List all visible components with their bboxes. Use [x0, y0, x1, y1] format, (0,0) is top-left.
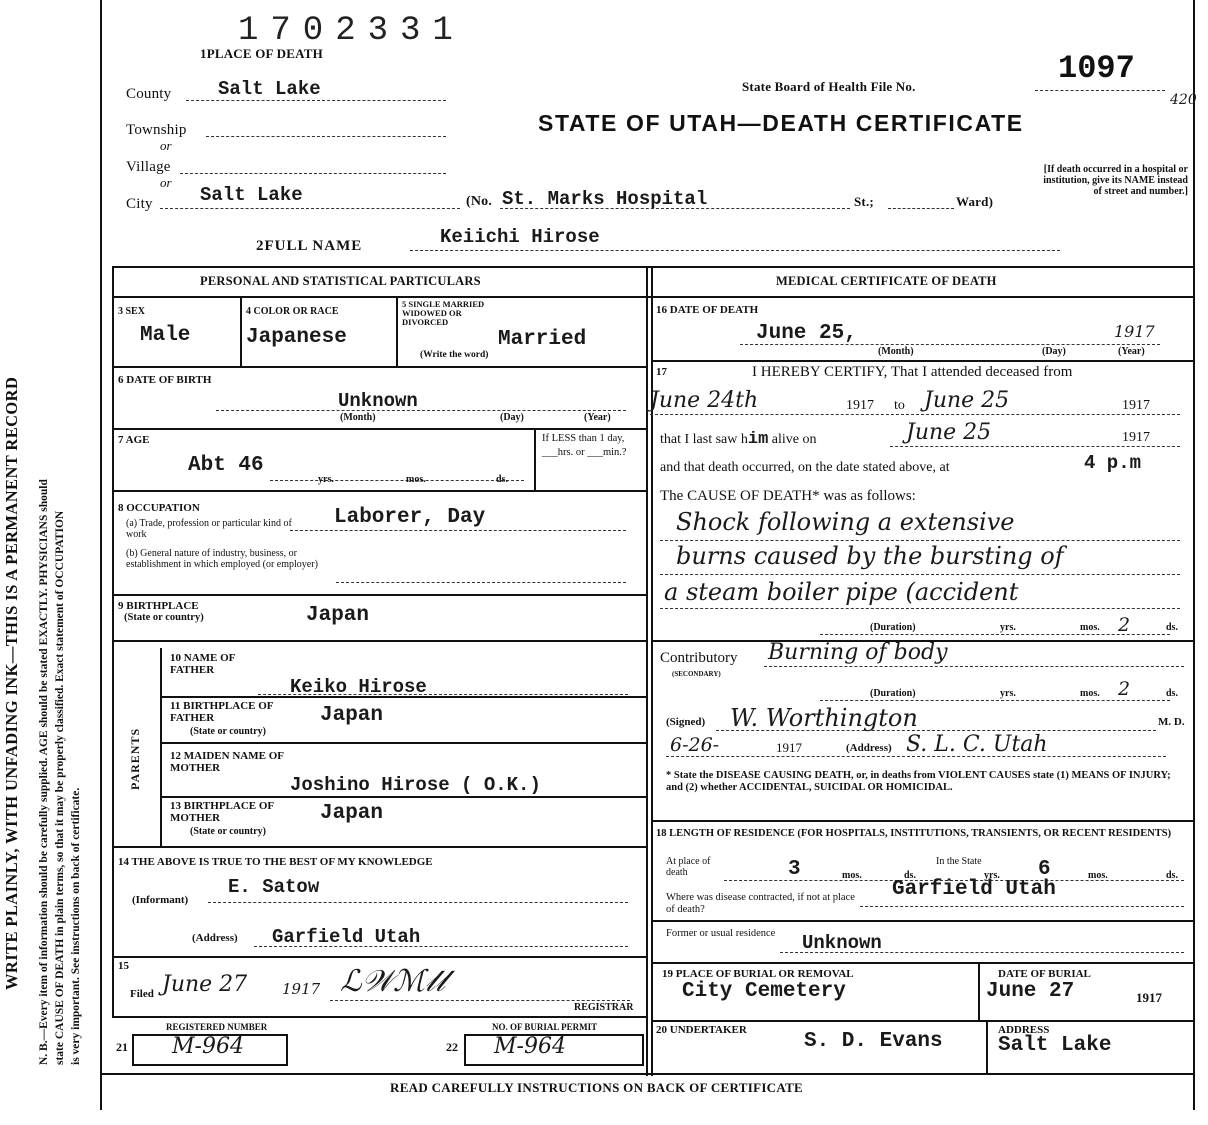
dob-label: 6 DATE OF BIRTH [118, 374, 212, 386]
informant-value: E. Satow [228, 876, 320, 898]
hospital-note: [If death occurred in a hospital or institution, give its NAME instead of street and number.] [1043, 164, 1188, 197]
marital-value: Married [498, 328, 587, 351]
registered-number: M-964 [172, 1034, 244, 1059]
true-label: 14 THE ABOVE IS TRUE TO THE BEST OF MY KNOWLEDGE [118, 856, 433, 868]
sex-value: Male [140, 324, 191, 347]
md-label: M. D. [1158, 716, 1185, 728]
county-label: County [126, 86, 172, 102]
header-row-line [112, 296, 1194, 298]
duration-mos: mos. [1080, 622, 1100, 633]
signed-address: S. L. C. Utah [906, 732, 1048, 757]
burial-permit-label: NO. OF BURIAL PERMIT [492, 1022, 598, 1032]
burial-permit-prefix: 22 [446, 1040, 458, 1054]
signed-label: (Signed) [666, 716, 706, 728]
undertaker-label: 20 UNDERTAKER [656, 1024, 747, 1036]
death-time-label: and that death occurred, on the date stated above, at [660, 460, 950, 475]
contracted-label: Where was disease contracted, if not at place of death? [666, 892, 855, 915]
attended-from: June 24th [650, 388, 759, 413]
contrib-yrs: yrs. [1000, 688, 1016, 699]
former-label: Former or usual residence [666, 928, 776, 939]
mother-bp-note: (State or country) [190, 826, 266, 837]
dob-month: (Month) [340, 412, 376, 423]
age-ds: ds. [496, 474, 508, 485]
death-time: 4 p.m [1084, 452, 1142, 474]
signed-address-label: (Address) [846, 742, 892, 754]
personal-heading: PERSONAL AND STATISTICAL PARTICULARS [200, 274, 481, 288]
signed-value: W. Worthington [730, 704, 918, 732]
mother-bp-label: 13 BIRTHPLACE OF MOTHER [170, 800, 274, 824]
contrib-ds-value: 2 [1118, 678, 1131, 700]
certificate-number: 1702331 [238, 12, 465, 50]
contrib-sub: (SECONDARY) [672, 670, 721, 678]
cause-line-3: a steam boiler pipe (accident [664, 578, 1019, 606]
dod-day: (Day) [1042, 346, 1066, 357]
filed-num: 15 [118, 960, 129, 972]
duration-ds-value: 2 [1118, 614, 1131, 636]
occupation-a: (a) Trade, profession or particular kind of work [126, 518, 292, 540]
burial-value: City Cemetery [682, 980, 846, 1003]
age-yrs: yrs. [318, 474, 334, 485]
race-value: Japanese [246, 326, 347, 349]
in-state-label: In the State [936, 856, 982, 867]
at-place-ds-label: ds. [904, 870, 916, 881]
grid-center [646, 266, 648, 1076]
dod-value: June 25, [756, 322, 857, 345]
sex-label: 3 SEX [118, 306, 145, 317]
contrib-label: Contributory [660, 650, 738, 666]
former-value: Unknown [802, 932, 882, 954]
state-file-margin-note: 420 [1170, 92, 1197, 108]
or-1: or [160, 138, 172, 153]
street-value: St. Marks Hospital [502, 188, 708, 210]
margin-instruction-line2: state CAUSE OF DEATH in plain terms, so that it may be properly classified. Exact statement of OCCUPATION [54, 510, 66, 1065]
father-label: 10 NAME OF FATHER [170, 652, 235, 676]
mother-bp-value: Japan [320, 802, 384, 825]
to-label: to [894, 398, 905, 413]
undertaker-value: S. D. Evans [804, 1030, 943, 1053]
dod-month: (Month) [878, 346, 914, 357]
city-label: City [126, 196, 153, 212]
age-mos: mos. [406, 474, 426, 485]
contracted-value: Garfield Utah [892, 878, 1056, 901]
ward-label: Ward) [956, 194, 994, 209]
at-place-mos-label: mos. [842, 870, 862, 881]
registrar-signature: ℒ𝒲ℳ𝓁𝓁 [340, 964, 446, 999]
state-file-number: 1097 [1058, 50, 1135, 87]
signed-date: 6-26- [670, 734, 720, 756]
street-no-label: (No. [466, 194, 493, 209]
informant-address-label: (Address) [192, 932, 238, 944]
attended-from-year: 1917 [846, 398, 874, 413]
grid-top [112, 266, 1194, 268]
marital-label: 5 SINGLE MARRIED WIDOWED OR DIVORCED [402, 299, 485, 327]
in-state-ds-label: ds. [1166, 870, 1178, 881]
dod-label: 16 DATE OF DEATH [656, 304, 759, 316]
footer-instruction: READ CAREFULLY INSTRUCTIONS ON BACK OF CERTIFICATE [390, 1080, 804, 1095]
burial-permit-number: M-964 [494, 1034, 566, 1059]
occupation-label: 8 OCCUPATION [118, 502, 200, 514]
registered-prefix: 21 [116, 1040, 128, 1054]
dob-value: Unknown [338, 390, 418, 412]
margin-instruction-large: WRITE PLAINLY, WITH UNFADING INK—THIS IS A PERMANENT RECORD [2, 376, 21, 990]
city-value: Salt Lake [200, 184, 303, 206]
st-label: St.; [854, 194, 874, 209]
full-name-label: 2FULL NAME [256, 238, 363, 254]
dod-year: 1917 [1114, 322, 1155, 341]
duration-yrs: yrs. [1000, 622, 1016, 633]
margin-instruction-line3: is very important. See instructions on back of certificate. [70, 787, 82, 1065]
age-label: 7 AGE [118, 434, 150, 446]
attended-to: June 25 [924, 388, 1010, 413]
burial-date: June 27 [986, 980, 1075, 1003]
birthplace-label: 9 BIRTHPLACE [118, 600, 199, 612]
contrib-duration: (Duration) [870, 688, 916, 699]
father-bp-note: (State or country) [190, 726, 266, 737]
filed-year: 1917 [282, 980, 321, 998]
undertaker-address: Salt Lake [998, 1034, 1112, 1057]
duration-ds: ds. [1166, 622, 1178, 633]
father-value: Keiko Hirose [290, 676, 427, 698]
cause-label: The CAUSE OF DEATH* was as follows: [660, 488, 916, 504]
duration-label: (Duration) [870, 622, 916, 633]
birthplace-value: Japan [306, 604, 370, 627]
undertaker-address-label: ADDRESS [998, 1024, 1050, 1036]
at-place-mos: 3 [788, 858, 801, 881]
contrib-mos: mos. [1080, 688, 1100, 699]
less-than-day: If LESS than 1 day, ___hrs. or ___min.? [542, 433, 627, 458]
occupation-value: Laborer, Day [334, 506, 486, 529]
occupation-b: (b) General nature of industry, business, or establishment in which employed (or employer) [126, 548, 318, 570]
burial-year: 1917 [1136, 990, 1162, 1005]
cause-line-1: Shock following a extensive [676, 508, 1015, 536]
filed-label: Filed [130, 988, 154, 1000]
document-title: STATE OF UTAH—DEATH CERTIFICATE [538, 110, 1024, 136]
dod-year-label: (Year) [1118, 346, 1145, 357]
informant-label: (Informant) [132, 894, 189, 906]
registered-number-label: REGISTERED NUMBER [166, 1022, 268, 1032]
signed-year: 1917 [776, 740, 802, 755]
in-state-yrs-label: yrs. [984, 870, 1000, 881]
filed-date: June 27 [162, 972, 248, 997]
burial-label: 19 PLACE OF BURIAL OR REMOVAL [662, 968, 854, 980]
residence-label: 18 LENGTH OF RESIDENCE (FOR HOSPITALS, INSTITUTIONS, TRANSIENTS, OR RECENT RESIDENTS) [656, 828, 1172, 839]
parents-label: PARENTS [128, 727, 142, 790]
dob-year: (Year) [584, 412, 611, 423]
in-state-yrs: 6 [1038, 858, 1051, 881]
last-saw-label: that I last saw him alive on [660, 430, 817, 449]
mother-label: 12 MAIDEN NAME OF MOTHER [170, 750, 284, 774]
registrar-label: REGISTRAR [574, 1002, 634, 1013]
mother-value: Joshino Hirose ( O.K.) [290, 774, 541, 796]
margin-instruction-line1: N. B.—Every item of information should be carefully supplied. AGE should be stated EXACTLY. PHYSICIANS should [38, 479, 50, 1065]
medical-heading: MEDICAL CERTIFICATE OF DEATH [776, 274, 997, 288]
attended-to-year: 1917 [1122, 398, 1150, 413]
state-file-label: State Board of Health File No. [742, 79, 916, 94]
age-value: Abt 46 [188, 454, 264, 477]
cert-num: 17 [656, 366, 667, 378]
birthplace-note: (State or country) [124, 612, 204, 623]
place-of-death-heading: 1PLACE OF DEATH [200, 46, 323, 61]
burial-date-label: DATE OF BURIAL [998, 968, 1091, 980]
county-value: Salt Lake [218, 78, 321, 100]
at-place-label: At place of death [666, 856, 711, 878]
outer-right-border [1193, 0, 1195, 1110]
contrib-value: Burning of body [768, 640, 948, 665]
in-state-mos-label: mos. [1088, 870, 1108, 881]
contrib-ds: ds. [1166, 688, 1178, 699]
race-label: 4 COLOR OR RACE [246, 306, 339, 317]
father-bp-value: Japan [320, 704, 384, 727]
marital-note: (Write the word) [420, 350, 489, 360]
outer-left-border [100, 0, 102, 1110]
informant-address-value: Garfield Utah [272, 926, 421, 948]
last-saw-date: June 25 [906, 420, 992, 445]
full-name-value: Keiichi Hirose [440, 226, 600, 248]
father-bp-label: 11 BIRTHPLACE OF FATHER [170, 700, 274, 724]
dob-day: (Day) [500, 412, 524, 423]
or-2: or [160, 175, 172, 190]
last-saw-year: 1917 [1122, 430, 1150, 445]
cause-note: * State the DISEASE CAUSING DEATH, or, in deaths from VIOLENT CAUSES state (1) MEANS OF INJURY; and (2) whether ACCIDENTAL, SUICIDAL OR HOMICIDAL. [666, 770, 1171, 793]
village-label: Village [126, 159, 171, 175]
township-label: Township [126, 122, 187, 138]
cause-line-2: burns caused by the bursting of [676, 542, 1064, 570]
certify-text: I HEREBY CERTIFY, That I attended deceased from [752, 364, 1073, 380]
